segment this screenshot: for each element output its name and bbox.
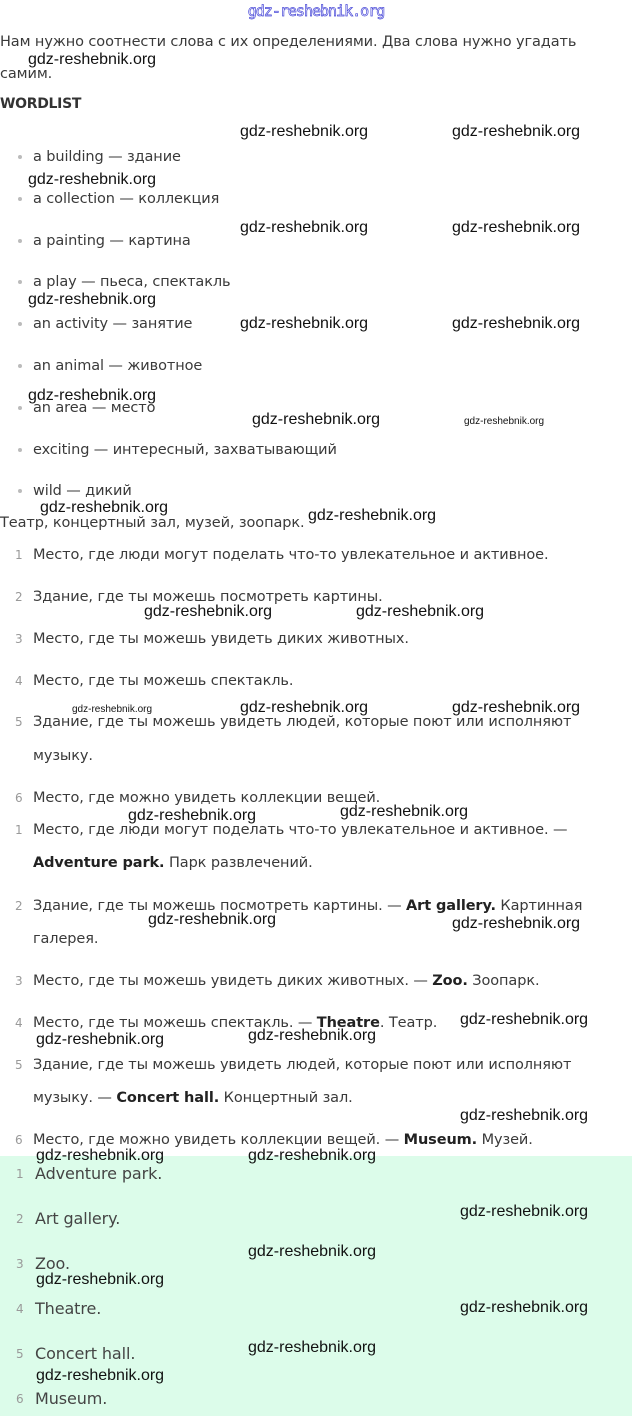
question-text: Здание, где ты можешь увидеть людей, которые поют или исполняют: [33, 714, 572, 730]
answer-segment: галерея.: [33, 931, 99, 947]
watermark: gdz-reshebnik.org: [308, 507, 437, 524]
bullet-icon: [18, 155, 22, 159]
final-answer-text: Adventure park.: [35, 1164, 163, 1183]
wordlist-item: a building — здание: [33, 149, 181, 165]
final-answer-number: 6: [16, 1392, 24, 1406]
question-text: музыку.: [33, 748, 93, 764]
watermark: gdz-reshebnik.org: [460, 1299, 589, 1316]
answer-keyword: Theatre: [316, 1015, 380, 1031]
watermark: gdz-reshebnik.org: [452, 315, 581, 332]
wordlist-item: a painting — картина: [33, 233, 191, 249]
final-answer-number: 1: [16, 1167, 24, 1181]
watermark: gdz-reshebnik.org: [452, 699, 581, 716]
wordlist-heading: WORDLIST: [0, 96, 82, 112]
answer-segment: . Театр.: [379, 1015, 438, 1031]
question-number: 1: [15, 548, 23, 562]
question-text: Здание, где ты можешь посмотреть картины.: [33, 589, 383, 605]
watermark: gdz-reshebnik.org: [240, 315, 369, 332]
answer-text: [33, 971, 539, 991]
watermark: gdz-reshebnik.org: [40, 499, 169, 516]
watermark: gdz-reshebnik.org: [240, 123, 369, 140]
question-number: 2: [15, 590, 23, 604]
final-answer-text: Museum.: [35, 1389, 108, 1408]
answer-number: 2: [15, 899, 23, 913]
wordlist-item: an animal — животное: [33, 358, 203, 374]
final-answer-text: Theatre.: [35, 1299, 102, 1318]
answer-keyword: Concert hall.: [116, 1090, 220, 1106]
answer-text: [33, 896, 582, 916]
intro-line: Нам нужно соотнести слова с их определениями. Два слова нужно угадать: [0, 34, 577, 50]
watermark: gdz-reshebnik.org: [248, 1027, 377, 1044]
bullet-icon: [18, 364, 22, 368]
wordlist-item: a collection — коллекция: [33, 191, 220, 207]
watermark: gdz-reshebnik.org: [28, 291, 157, 308]
answer-segment: музыку. —: [33, 1090, 117, 1106]
watermark: gdz-reshebnik.org: [452, 219, 581, 236]
watermark: gdz-reshebnik.org: [452, 123, 581, 140]
watermark: gdz-reshebnik.org: [356, 603, 485, 620]
watermark: gdz-reshebnik.org: [36, 1367, 165, 1384]
watermark: gdz-reshebnik.org: [144, 603, 273, 620]
final-answer-text: Concert hall.: [35, 1344, 136, 1363]
answer-keyword: Art gallery.: [406, 898, 496, 914]
watermark: gdz-reshebnik.org: [248, 1147, 377, 1164]
wordlist-item: exciting — интересный, захватывающий: [33, 442, 337, 458]
question-text: Место, где люди могут поделать что-то увлекательное и активное.: [33, 547, 549, 563]
answer-segment: Парк развлечений.: [164, 855, 313, 871]
watermark: gdz-reshebnik.org: [240, 699, 369, 716]
answer-segment: Концертный зал.: [219, 1090, 353, 1106]
question-number: 6: [15, 791, 23, 805]
final-answer-text: Zoo.: [35, 1254, 70, 1273]
watermark: gdz-reshebnik.org: [248, 1339, 377, 1356]
answer-text: [33, 1088, 353, 1108]
watermark: gdz-reshebnik.org: [28, 171, 157, 188]
wordlist-item: wild — дикий: [33, 483, 132, 499]
watermark-header: gdz-reshebnik.org: [247, 2, 385, 20]
bullet-icon: [18, 448, 22, 452]
watermark: gdz-reshebnik.org: [72, 704, 153, 715]
watermark: gdz-reshebnik.org: [340, 803, 469, 820]
watermark: gdz-reshebnik.org: [452, 915, 581, 932]
bullet-icon: [18, 197, 22, 201]
watermark: gdz-reshebnik.org: [28, 51, 157, 68]
watermark: gdz-reshebnik.org: [128, 807, 257, 824]
question-number: 4: [15, 674, 23, 688]
watermark: gdz-reshebnik.org: [148, 911, 277, 928]
final-answer-number: 2: [16, 1212, 24, 1226]
watermark: gdz-reshebnik.org: [464, 416, 545, 427]
final-answer-number: 5: [16, 1347, 24, 1361]
wordlist-item: an activity — занятие: [33, 316, 193, 332]
watermark: gdz-reshebnik.org: [36, 1147, 165, 1164]
watermark: gdz-reshebnik.org: [36, 1031, 165, 1048]
answer-text: [33, 1055, 571, 1075]
bullet-icon: [18, 280, 22, 284]
answer-text: [33, 820, 567, 840]
answer-keyword: Museum.: [403, 1132, 478, 1148]
question-number: 5: [15, 715, 23, 729]
places-line: Театр, концертный зал, музей, зоопарк.: [0, 515, 305, 531]
answer-segment: Музей.: [477, 1132, 533, 1148]
final-answer-number: 4: [16, 1302, 24, 1316]
watermark: gdz-reshebnik.org: [460, 1107, 589, 1124]
watermark: gdz-reshebnik.org: [240, 219, 369, 236]
answer-segment: Место, где можно увидеть коллекции вещей. —: [33, 1132, 404, 1148]
question-text: Место, где можно увидеть коллекции вещей.: [33, 790, 381, 806]
watermark: gdz-reshebnik.org: [252, 411, 381, 428]
wordlist-item: an area — место: [33, 400, 156, 416]
final-answer-number: 3: [16, 1257, 24, 1271]
answer-segment: Место, где ты можешь увидеть диких животных. —: [33, 973, 433, 989]
answer-segment: Место, где ты можешь спектакль. —: [33, 1015, 317, 1031]
answer-number: 4: [15, 1016, 23, 1030]
question-number: 3: [15, 632, 23, 646]
bullet-icon: [18, 322, 22, 326]
wordlist-item: a play — пьеса, спектакль: [33, 274, 231, 290]
watermark: gdz-reshebnik.org: [36, 1271, 165, 1288]
answer-number: 6: [15, 1133, 23, 1147]
watermark: gdz-reshebnik.org: [460, 1011, 589, 1028]
answer-number: 3: [15, 974, 23, 988]
intro-line: самим.: [0, 66, 53, 82]
answer-number: 5: [15, 1058, 23, 1072]
watermark: gdz-reshebnik.org: [28, 387, 157, 404]
answer-text: [33, 853, 313, 873]
bullet-icon: [18, 406, 22, 410]
watermark: gdz-reshebnik.org: [248, 1243, 377, 1260]
answer-segment: Здание, где ты можешь посмотреть картины. —: [33, 898, 407, 914]
answer-keyword: Zoo.: [432, 973, 468, 989]
question-text: Место, где ты можешь спектакль.: [33, 673, 294, 689]
bullet-icon: [18, 239, 22, 243]
answer-number: 1: [15, 823, 23, 837]
answer-segment: Здание, где ты можешь увидеть людей, которые поют или исполняют: [33, 1057, 572, 1073]
answer-text: [33, 929, 98, 949]
final-answer-text: Art gallery.: [35, 1209, 121, 1228]
answer-keyword: Adventure park.: [33, 855, 165, 871]
question-text: Место, где ты можешь увидеть диких животных.: [33, 631, 409, 647]
answer-segment: Место, где люди могут поделать что-то увлекательное и активное. —: [33, 822, 568, 838]
watermark: gdz-reshebnik.org: [460, 1203, 589, 1220]
answer-segment: Картинная: [495, 898, 583, 914]
bullet-icon: [18, 489, 22, 493]
answer-segment: Зоопарк.: [467, 973, 540, 989]
